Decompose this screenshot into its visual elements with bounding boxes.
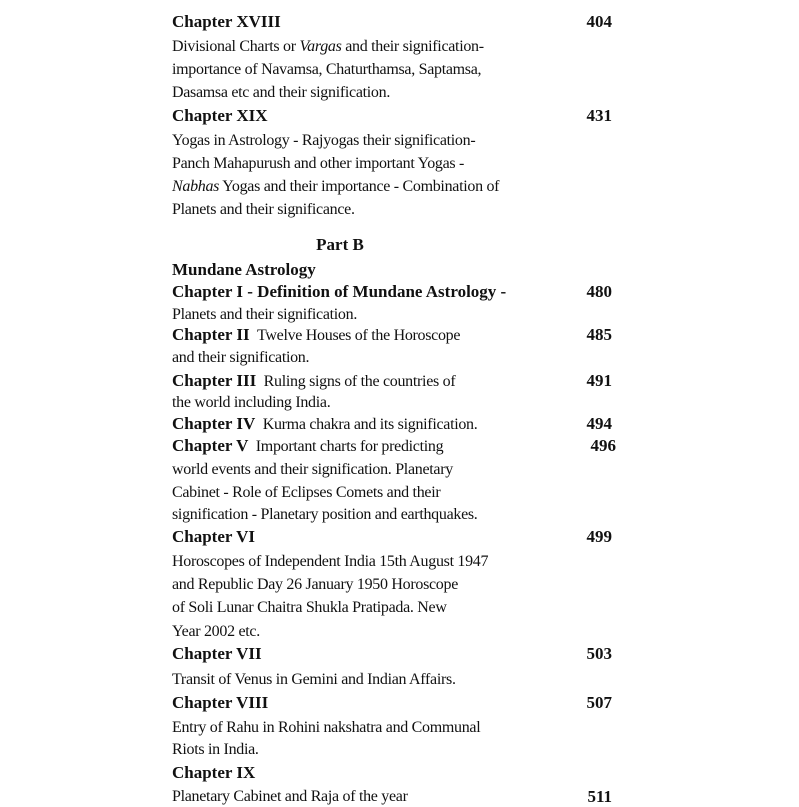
chapter-title: Ruling signs of the countries of	[263, 373, 456, 390]
chapter-entry	[172, 371, 455, 392]
chapter-title: Kurma chakra and its signification.	[262, 416, 478, 433]
chapter-label: Chapter III	[172, 371, 257, 390]
italic-term: Nabhas	[172, 178, 220, 195]
chapter-description	[172, 37, 484, 57]
chapter-description: Planets and their significance.	[172, 201, 355, 218]
page-number: 507	[586, 693, 612, 712]
chapter-entry	[172, 414, 477, 435]
page-number: 404	[586, 12, 612, 31]
page-number: 496	[590, 436, 616, 455]
chapter-entry	[172, 325, 460, 346]
chapter-label: Chapter XIX	[172, 106, 268, 125]
page-number: 499	[586, 527, 612, 546]
chapter-description: and their signification.	[172, 349, 310, 366]
chapter-description: and Republic Day 26 January 1950 Horoscope	[172, 576, 458, 593]
chapter-title: Important charts for predicting	[255, 438, 444, 455]
chapter-description: the world including India.	[172, 394, 331, 411]
text: Yogas and their importance - Combination of	[219, 178, 500, 195]
chapter-label: Chapter XVIII	[172, 12, 281, 31]
chapter-entry	[172, 436, 443, 457]
chapter-title: Twelve Houses of the Horoscope	[257, 327, 461, 344]
chapter-entry	[172, 282, 506, 303]
text: Divisional Charts or	[172, 38, 300, 55]
chapter-label: Chapter VIII	[172, 693, 269, 712]
page-number: 431	[586, 106, 612, 125]
chapter-description	[172, 177, 499, 197]
chapter-description: Planets and their signification.	[172, 306, 358, 323]
chapter-label: Chapter V	[172, 436, 249, 455]
chapter-label: Chapter IX	[172, 763, 256, 782]
page-number: 480	[586, 282, 612, 301]
chapter-description: of Soli Lunar Chaitra Shukla Pratipada. New	[172, 599, 447, 616]
chapter-title: Definition of Mundane Astrology -	[257, 282, 507, 301]
page-number: 494	[586, 414, 612, 433]
chapter-description: Transit of Venus in Gemini and Indian Affairs.	[172, 671, 456, 688]
page-number: 485	[586, 325, 612, 344]
chapter-description: Yogas in Astrology - Rajyogas their signification-	[172, 132, 476, 149]
chapter-label: Chapter VII	[172, 644, 262, 663]
chapter-description: Panch Mahapurush and other important Yogas -	[172, 155, 465, 172]
chapter-label: Chapter II	[172, 325, 250, 344]
chapter-description: Riots in India.	[172, 741, 259, 758]
chapter-description: Year 2002 etc.	[172, 623, 260, 640]
chapter-description: Planetary Cabinet and Raja of the year	[172, 788, 408, 805]
chapter-description: Dasamsa etc and their signification.	[172, 84, 391, 101]
chapter-label: Chapter IV	[172, 414, 256, 433]
part-heading: Part B	[316, 235, 364, 254]
section-heading: Mundane Astrology	[172, 260, 316, 279]
page-number: 511	[587, 787, 612, 806]
chapter-label: Chapter VI	[172, 527, 255, 546]
chapter-description: signification - Planetary position and earthquakes.	[172, 506, 478, 523]
text: and their signification-	[341, 38, 484, 55]
chapter-description: Horoscopes of Independent India 15th August 1947	[172, 553, 489, 570]
italic-term: Vargas	[299, 38, 342, 55]
chapter-description: importance of Navamsa, Chaturthamsa, Saptamsa,	[172, 61, 482, 78]
chapter-label: Chapter I -	[172, 282, 258, 301]
page-number: 491	[586, 371, 612, 390]
chapter-description: Cabinet - Role of Eclipses Comets and their	[172, 484, 441, 501]
chapter-description: world events and their signification. Planetary	[172, 461, 453, 478]
chapter-description: Entry of Rahu in Rohini nakshatra and Communal	[172, 719, 481, 736]
page-number: 503	[586, 644, 612, 663]
